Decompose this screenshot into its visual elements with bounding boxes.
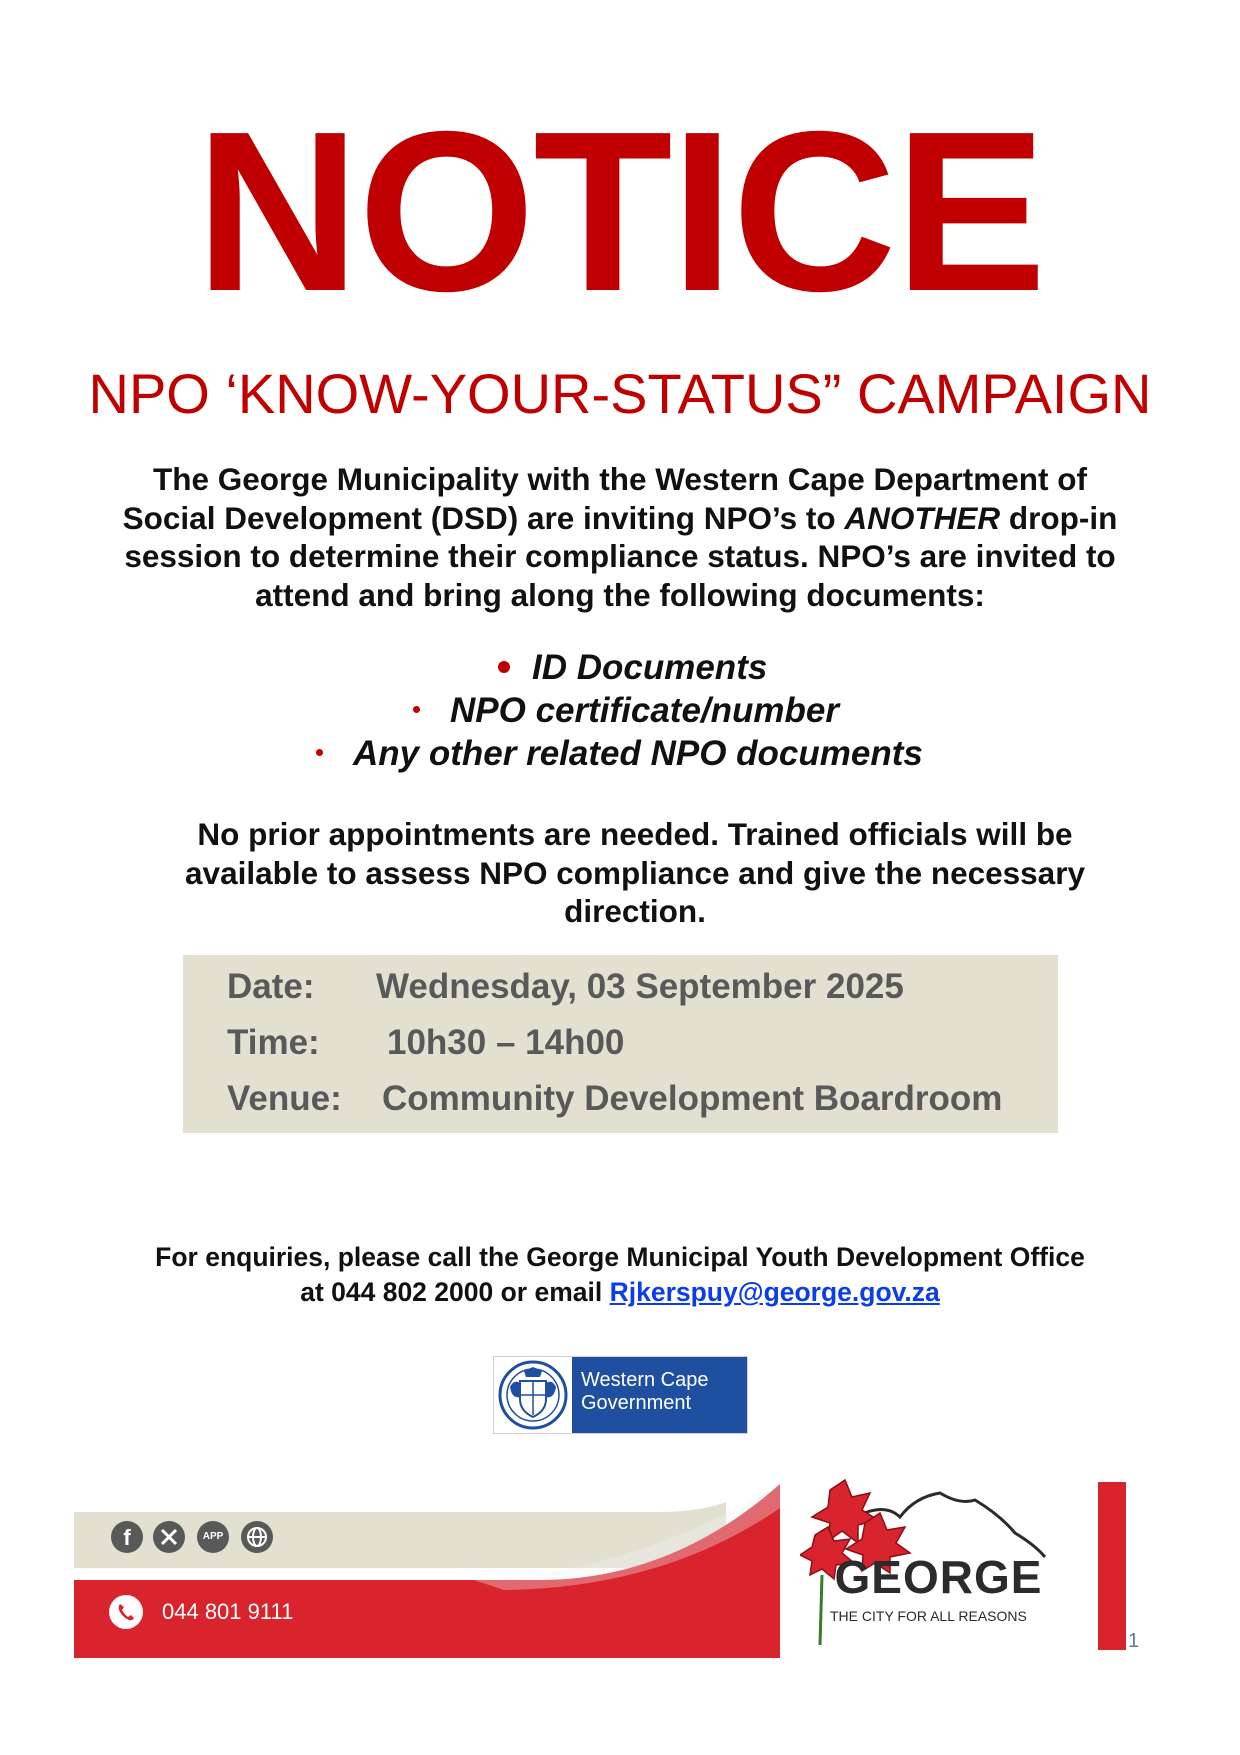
intro-line: session to determine their compliance status. NPO’s are invited to <box>124 538 1116 574</box>
note-paragraph <box>140 815 1130 931</box>
note-line: available to assess NPO compliance and give the necessary <box>185 854 1085 891</box>
intro-line: attend and bring along the following documents: <box>255 576 985 613</box>
bullet-icon <box>498 661 510 673</box>
page-number: 1 <box>1128 1630 1140 1652</box>
list-item: NPO certificate/number <box>450 691 839 730</box>
app-label: APP <box>202 1531 224 1542</box>
george-logo-name: GEORGE <box>834 1551 1043 1603</box>
footer-phone: 044 801 9111 <box>162 1599 294 1624</box>
email-link[interactable]: Rjkerspuy@george.gov.za <box>609 1277 940 1307</box>
george-logo-tagline: THE CITY FOR ALL REASONS <box>830 1608 1027 1624</box>
emphasis-another: ANOTHER <box>844 499 1001 536</box>
phone-icon <box>108 1594 144 1630</box>
campaign-title: NPO ‘KNOW-YOUR-STATUS” CAMPAIGN <box>88 362 1152 425</box>
list-item: ID Documents <box>532 648 768 687</box>
event-details-box <box>183 955 1058 1133</box>
notice-title: NOTICE <box>195 85 1045 339</box>
globe-icon[interactable] <box>240 1520 274 1554</box>
bullet-icon <box>316 749 323 756</box>
enquiry-line: For enquiries, please call the George Municipal Youth Development Office <box>155 1242 1085 1272</box>
time-value: 10h30 – 14h00 <box>387 1023 625 1062</box>
app-icon[interactable] <box>196 1520 230 1554</box>
red-side-bar <box>1098 1482 1126 1650</box>
venue-label: Venue: <box>227 1079 342 1118</box>
intro-line: Social Development (DSD) are inviting NPO’s to ANOTHER drop-in <box>122 499 1118 536</box>
note-line: No prior appointments are needed. Trained officials will be <box>197 816 1073 852</box>
intro-line: The George Municipality with the Western Cape Department of <box>152 461 1088 497</box>
wcg-logo-text: Western Cape Government <box>581 1369 709 1414</box>
note-line: direction. <box>564 893 706 929</box>
bullet-icon <box>413 706 420 713</box>
enquiry-line: at 044 802 2000 or email Rjkerspuy@george.gov.za <box>300 1277 940 1307</box>
venue-value: Community Development Boardroom <box>382 1079 1003 1118</box>
western-cape-government-logo <box>493 1356 748 1434</box>
date-value: Wednesday, 03 September 2025 <box>376 967 904 1006</box>
time-label: Time: <box>227 1023 320 1062</box>
facebook-icon[interactable] <box>110 1520 144 1554</box>
footer-banner <box>74 1478 780 1658</box>
enquiry-text <box>60 1240 1180 1310</box>
list-item: Any other related NPO documents <box>353 734 923 773</box>
coat-of-arms-icon <box>494 1357 572 1433</box>
x-icon[interactable] <box>152 1520 186 1554</box>
svg-text:f: f <box>123 1525 131 1550</box>
intro-paragraph <box>85 460 1155 614</box>
date-label: Date: <box>227 967 315 1006</box>
